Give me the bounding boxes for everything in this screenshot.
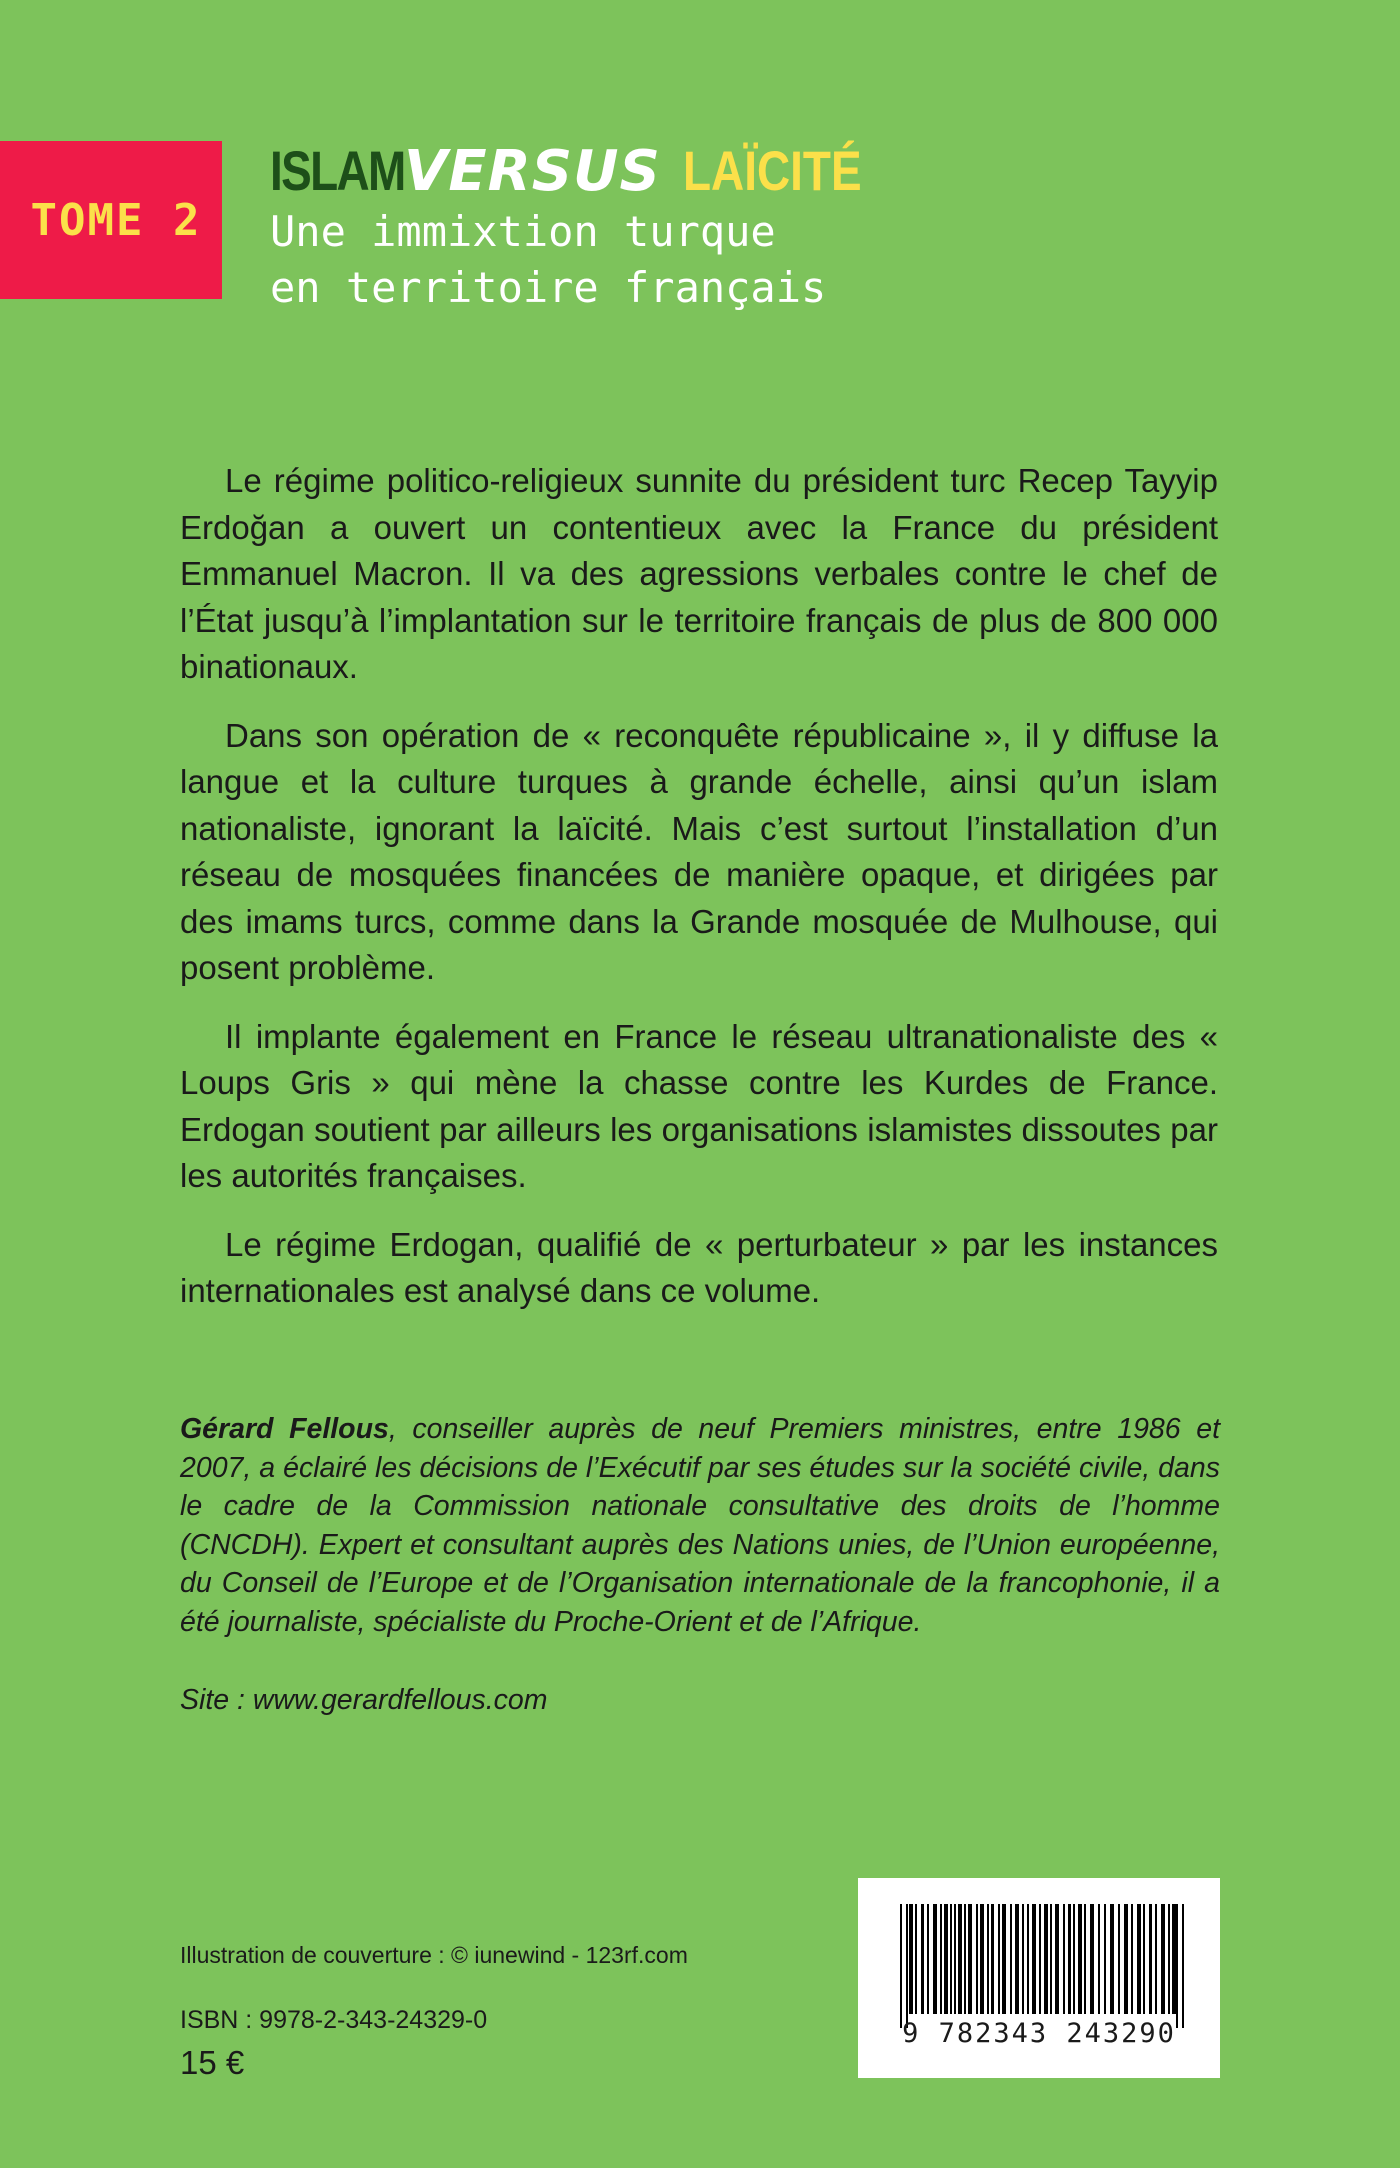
- barcode-bar: [1022, 1904, 1024, 2014]
- barcode-bar: [915, 1904, 917, 2014]
- barcode-bar: [1143, 1904, 1145, 2014]
- barcode-guard-bar: [1176, 1904, 1178, 2028]
- barcode-bar: [909, 1904, 913, 2014]
- author-site: Site : www.gerardfellous.com: [180, 1684, 548, 1716]
- barcode-bar: [958, 1904, 962, 2014]
- barcode-bar: [933, 1904, 937, 2014]
- tome-label: TOME 2: [30, 194, 202, 246]
- barcode-bar: [976, 1904, 978, 2014]
- barcode-bar: [1172, 1904, 1176, 2014]
- barcode-bar: [1104, 1904, 1106, 2014]
- price: 15 €: [180, 2044, 245, 2081]
- barcode-guard-bar: [906, 1904, 908, 2028]
- barcode-bar: [968, 1904, 972, 2014]
- barcode-bar: [1073, 1904, 1075, 2014]
- summary-paragraph: Il implante également en France le réseau ultranationaliste des « Loups Gris » qui mène la chasse contre les Kurdes de France. Erdogan soutient par ailleurs les organisations islamistes dissoutes par les autorités françaises.: [180, 1017, 1218, 1194]
- barcode-bar: [980, 1904, 984, 2014]
- barcode-bar: [1039, 1904, 1041, 2014]
- book-title: [270, 138, 901, 316]
- barcode-bar: [944, 1904, 948, 2014]
- barcode-bar: [1063, 1904, 1065, 2014]
- barcode-bar: [1161, 1904, 1165, 2014]
- barcode-bar: [1098, 1904, 1100, 2014]
- barcode-bar: [1137, 1904, 1141, 2014]
- author-name: Gérard Fellous: [180, 1413, 389, 1445]
- summary-paragraph: Dans son opération de « reconquête républicaine », il y diffuse la langue et la culture turques à grande échelle, ainsi qu’un islam nationaliste, ignorant la laïcité. Mais c’est surtout l’installation d’un réseau de mosquées financées de manière opaque, et dirigées par des imams turcs, comme dans la Grande mosquée de Mulhouse, qui posent problème.: [180, 716, 1218, 986]
- barcode-guard-bar: [1182, 1904, 1184, 2028]
- barcode-bar: [1015, 1904, 1019, 2014]
- barcode-bar: [940, 1904, 942, 2014]
- author-bio-body: , conseiller auprès de neuf Premiers ministres, entre 1986 et 2007, a éclairé les décisions de l’Exécutif par ses études sur la société civile, dans le cadre de la Commission nationale consultative des droits de l’homme (CNCDH). Expert et consultant auprès des Nations unies, de l’Union européenne, du Conseil de l’Europe et de l’Organisation internationale de la francophonie, il a été journaliste, spécialiste du Proche-Orient et de l’Afrique.: [180, 1413, 1220, 1638]
- title-laicite: LAÏCITÉ: [682, 139, 862, 202]
- summary-paragraph: Le régime politico-religieux sunnite du président turc Recep Tayyip Erdoğan a ouvert un contentieux avec la France du président Emmanuel Macron. Il va des agressions verbales contre le chef de l’État jusqu’à l’implantation sur le territoire français de plus de 800 000 binationaux.: [180, 462, 1218, 685]
- barcode-bar: [927, 1904, 929, 2014]
- barcode-bar: [1027, 1904, 1029, 2014]
- summary-paragraph: Le régime Erdogan, qualifié de « perturbateur » par les instances internationales est analysé dans ce volume.: [180, 1225, 1218, 1309]
- author-bio-text: [180, 1410, 1220, 1641]
- barcode-bar: [964, 1904, 966, 2014]
- barcode-bar: [991, 1904, 994, 2014]
- tome-badge: [0, 141, 222, 299]
- barcode-bar: [954, 1904, 956, 2014]
- barcode-bar: [998, 1904, 1000, 2014]
- title-islam: ISLAM: [270, 139, 405, 202]
- barcode-bar: [987, 1904, 989, 2014]
- barcode-bar: [1010, 1904, 1012, 2014]
- barcode-bar: [1118, 1904, 1120, 2014]
- barcode-bar: [1032, 1904, 1036, 2014]
- barcode-bar: [1124, 1904, 1128, 2014]
- barcode-bar: [1050, 1904, 1052, 2014]
- barcode-bar: [1002, 1904, 1006, 2014]
- barcode-bar: [1068, 1904, 1071, 2014]
- barcode-bar: [1090, 1904, 1094, 2014]
- barcode-bar: [950, 1904, 952, 2014]
- subtitle-line-1: Une immixtion turque: [270, 207, 776, 256]
- barcode-bar: [921, 1904, 924, 2014]
- title-line: [270, 138, 901, 204]
- barcode-bar: [1149, 1904, 1152, 2014]
- barcode-bar: [1044, 1904, 1048, 2014]
- barcode-bar: [1078, 1904, 1082, 2014]
- summary: [180, 458, 1218, 1337]
- barcode-bar: [1155, 1904, 1157, 2014]
- barcode-bar: [1084, 1904, 1086, 2014]
- barcode-bar: [1168, 1904, 1170, 2014]
- barcode-guard-bar: [900, 1904, 902, 2028]
- barcode-bar: [1131, 1904, 1133, 2014]
- barcode-bar: [1055, 1904, 1059, 2014]
- title-versus: VERSUS: [404, 139, 661, 204]
- barcode-digits: 9 782343 243290: [902, 2018, 1176, 2049]
- subtitle-line-2: en territoire français: [270, 263, 827, 312]
- cover-credit: Illustration de couverture : © iunewind - 123rf.com: [180, 1942, 688, 1968]
- barcode: [858, 1878, 1220, 2078]
- isbn: ISBN : 9978-2-343-24329-0: [180, 2006, 488, 2034]
- author-bio: [180, 1410, 1220, 1641]
- barcode-bar: [1110, 1904, 1114, 2014]
